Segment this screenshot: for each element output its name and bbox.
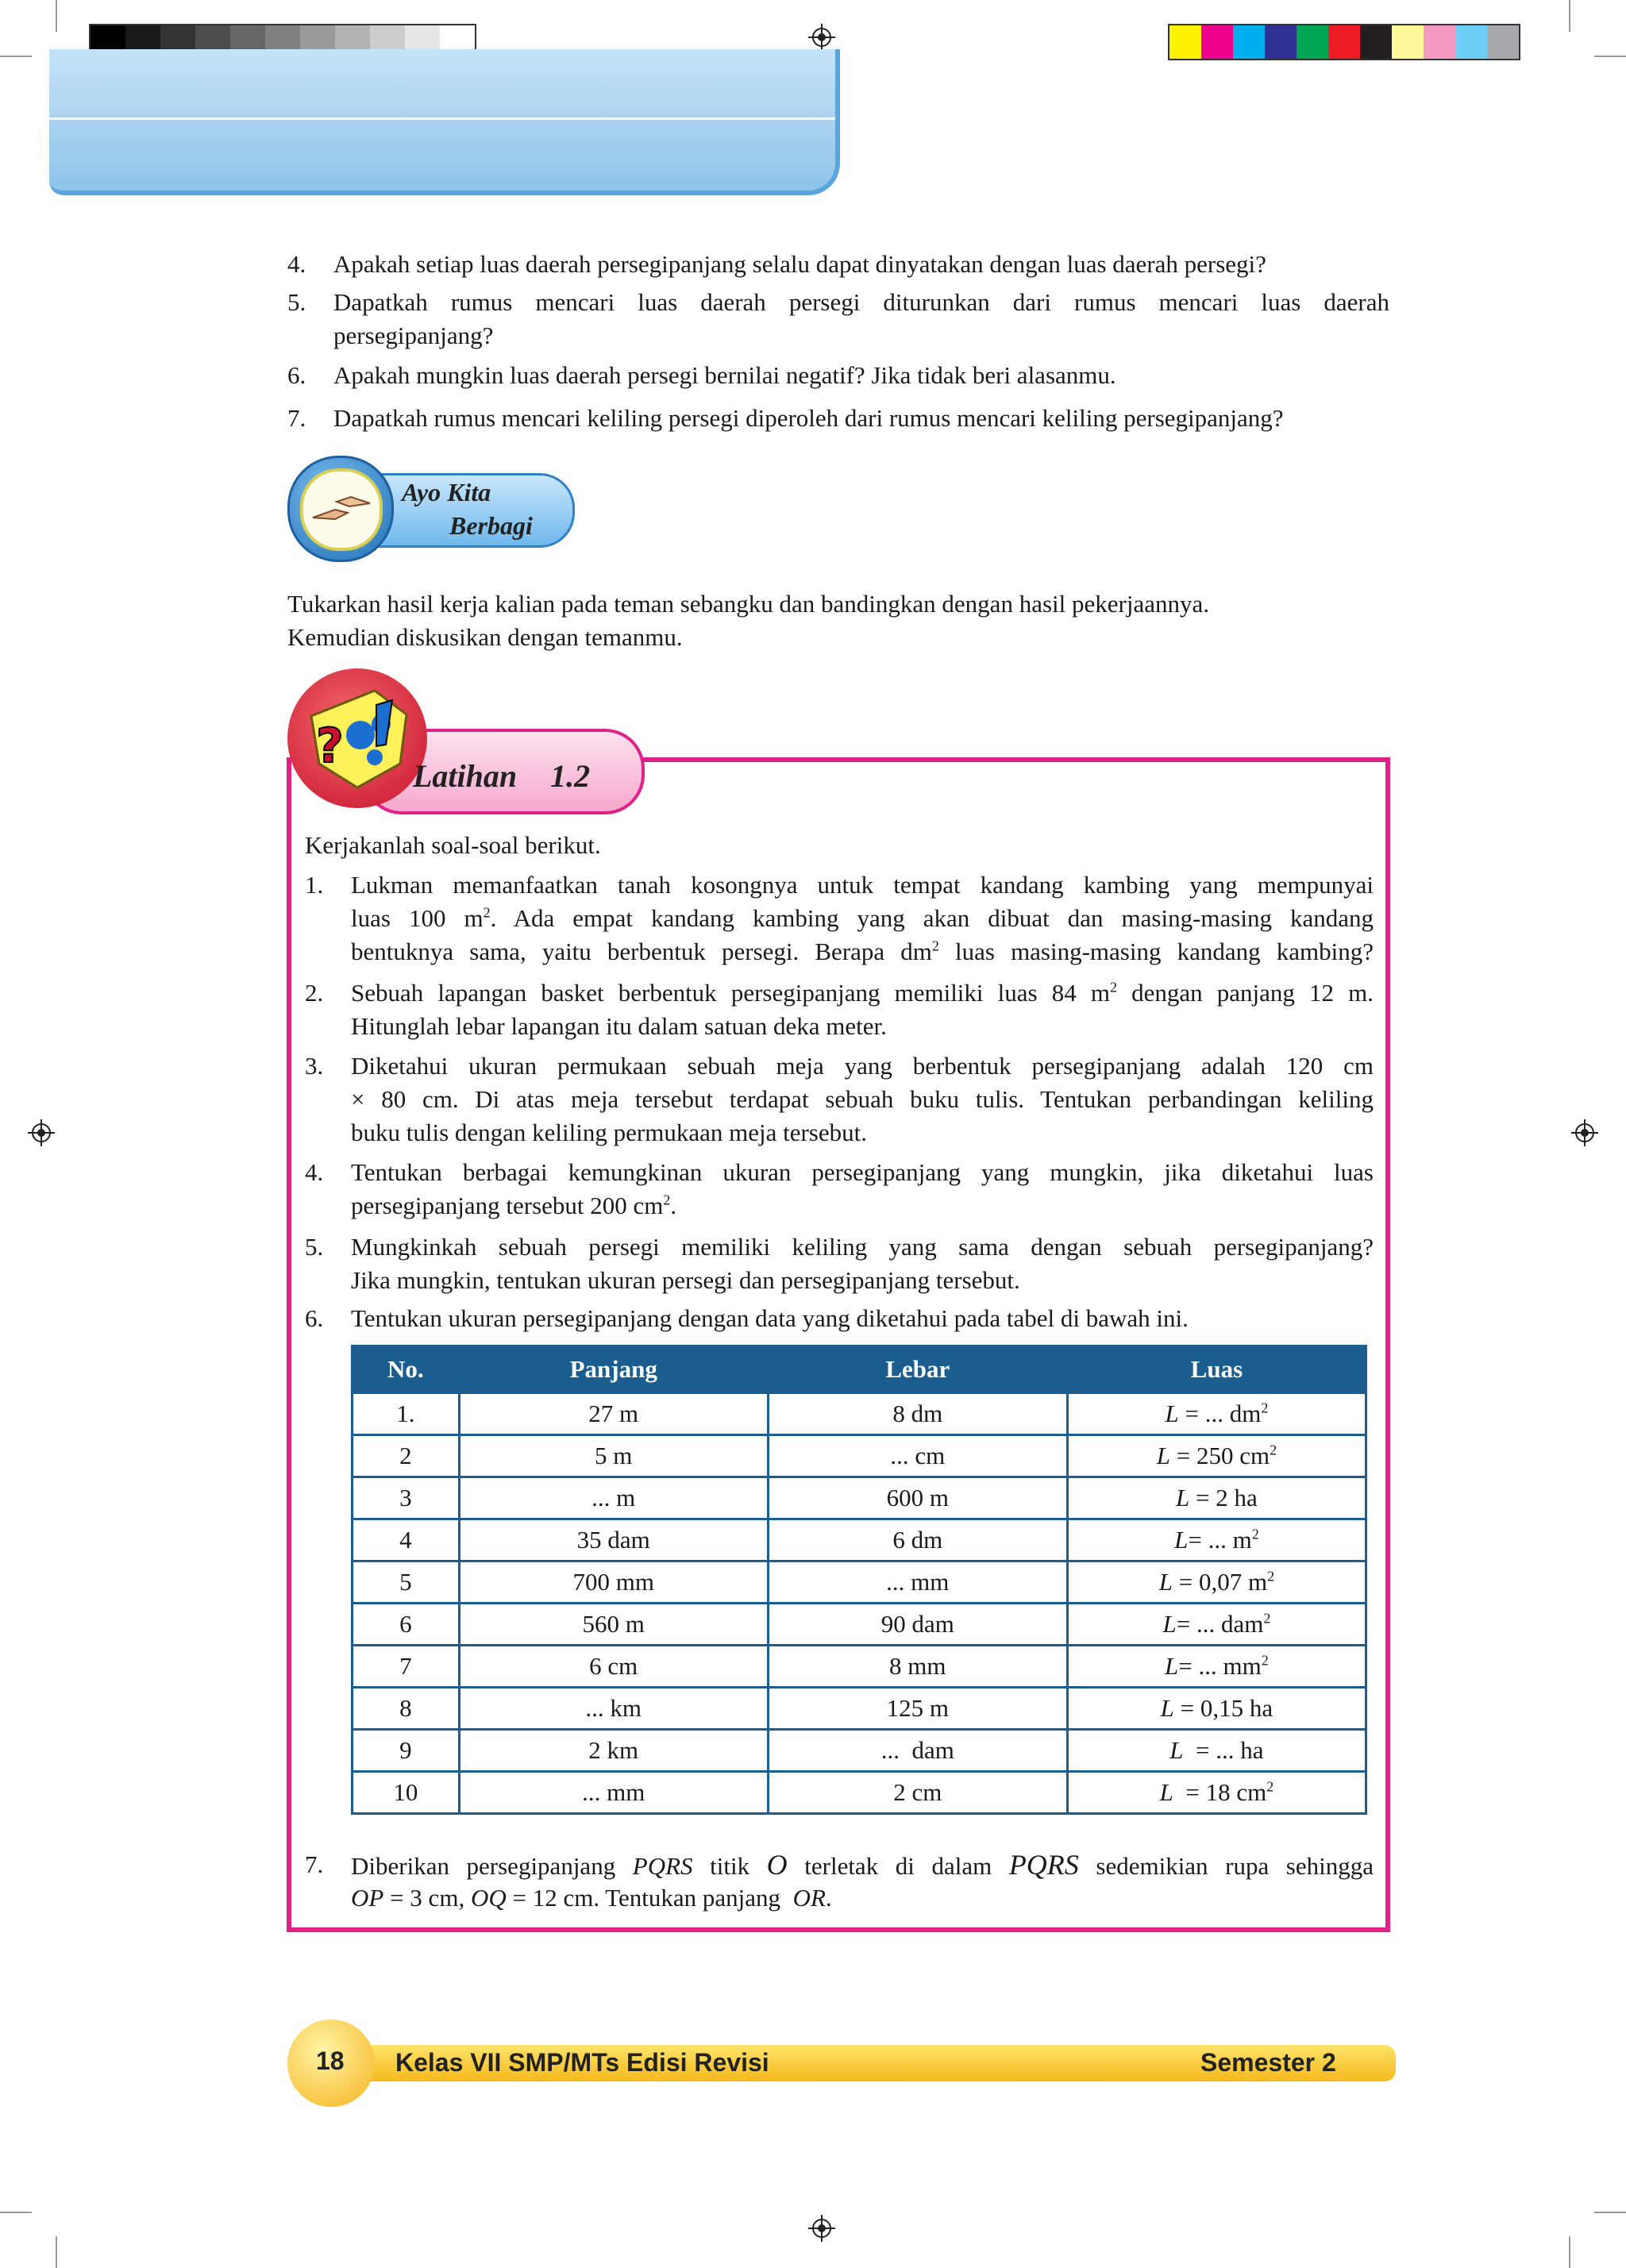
latihan-question-5: 5. Mungkinkah sebuah persegi memiliki keliling yang sama dengan sebuah persegipanjang? Jika mungkin, tentukan ukuran persegi dan persegipanjang tersebut. [305,1233,1374,1294]
latihan-question-1: 1. Lukman memanfaatkan tanah kosongnya untuk tempat kandang kambing yang mempunyai luas 100 $m^2$. Ada empat kandang kambing yang akan dibuat dan masing-masing kandang bentuknya sama, yaitu berbentuk persegi. Berapa $dm^2$ luas masing-masing kandang kambing? [305,871,1374,965]
latihan-intro: Kerjakanlah soal-soal berikut. [305,831,601,859]
question-5-text: Dapatkah rumus mencari luas daerah persegi diturunkan dari rumus mencari luas daerah [333,288,1389,316]
color-strip [1168,24,1520,60]
table-row: 1. 27 m 8 dm L = ... $dm^2$ [353,1393,1366,1435]
table-row: 5 700 mm ... mm L = 0,07 $m^2$ [353,1561,1366,1604]
size-table [351,1345,1367,1815]
question-exclamation-icon [287,668,427,808]
book-title: Kelas VII SMP/MTs Edisi Revisi [395,2048,769,2077]
header-lebar: Lebar [768,1346,1067,1393]
crop-mark [0,56,32,57]
table-row: 2 5 m ... cm L = 250 $cm^2$ [353,1435,1366,1477]
question-4: 4. Apakah setiap luas daerah persegipanjang selalu dapat dinyatakan dengan luas daerah persegi? [287,248,1391,281]
crop-mark [56,2236,57,2268]
question-5: 5. Dapatkah rumus mencari luas daerah persegi diturunkan dari rumus mencari luas daerah persegipanjang? [287,286,1391,352]
latihan-question-7: 7. Diberikan persegipanjang PQRS titik O terletak di dalam PQRS sedemikian rupa sehingga OP = 3 cm, OQ = 12 cm. Tentukan panjang OR. [305,1849,1374,1912]
page-number: 18 [316,2047,345,2075]
crop-mark [1569,2236,1570,2268]
share-text-line1: Tukarkan hasil kerja kalian pada teman sebangku dan bandingkan dengan hasil pekerjaannya. [287,590,1209,618]
table-row: 10 ... mm 2 cm L = 18 $cm^2$ [353,1772,1366,1814]
question-7: 7. Dapatkah rumus mencari keliling persegi diperoleh dari rumus mencari keliling persegipanjang? [287,402,1391,435]
ayo-title-line2: Berbagi [449,511,533,540]
share-text-line2: Kemudian diskusikan dengan temanmu. [287,623,683,651]
crop-mark [1569,0,1570,32]
table-row: 7 6 cm 8 mm L= ... $mm^2$ [353,1646,1366,1688]
latihan-title: Latihan 1.2 [413,758,591,794]
registration-mark-icon [808,2215,835,2242]
semester-label: Semester 2 [1200,2048,1336,2077]
ayo-title-line1: Ayo Kita [402,478,491,506]
header-panjang: Panjang [459,1346,768,1393]
question-7-text: Dapatkah rumus mencari keliling persegi diperoleh dari rumus mencari keliling persegipanjang? [333,404,1284,432]
crop-mark [56,0,57,32]
table-row: 6 560 m 90 dam L= ... dam$^2$ [353,1604,1366,1646]
registration-mark-icon [28,1119,55,1146]
registration-mark-icon [1571,1119,1598,1146]
svg-text:?: ? [316,718,344,774]
question-5-text-cont: persegipanjang? [333,322,494,349]
latihan-question-6: 6. Tentukan ukuran persegipanjang dengan data yang diketahui pada tabel di bawah ini. [305,1304,1189,1332]
crop-mark [1594,56,1626,57]
registration-mark-icon [808,24,835,51]
header-banner-stripe [49,117,835,120]
table-row: 4 35 dam 6 dm L= ... $m^2$ [353,1519,1366,1561]
table-row: 9 2 km ... dam L = ... ha [353,1730,1366,1772]
header-banner [49,49,840,195]
table-header-row [353,1346,1366,1393]
crop-mark [1594,2212,1626,2213]
latihan-question-2: 2. Sebuah lapangan basket berbentuk persegipanjang memiliki luas 84 $m^2$ dengan panjang 12 m. Hitunglah lebar lapangan itu dalam satuan deka meter. [305,979,1374,1040]
latihan-question-4: 4. Tentukan berbagai kemungkinan ukuran persegipanjang yang mungkin, jika diketahui luas persegipanjang tersebut 200 $cm^2$. [305,1158,1374,1219]
question-6: 6. Apakah mungkin luas daerah persegi bernilai negatif? Jika tidak beri alasanmu. [287,359,1391,392]
table-row: 8 ... km 125 m L = 0,15 ha [353,1688,1366,1730]
question-4-text: Apakah setiap luas daerah persegipanjang selalu dapat dinyatakan dengan luas daerah persegi? [333,250,1266,278]
question-6-text: Apakah mungkin luas daerah persegi bernilai negatif? Jika tidak beri alasanmu. [333,361,1116,389]
crop-mark [0,2212,32,2213]
handshake-icon [300,468,383,551]
header-luas: Luas [1067,1346,1366,1393]
latihan-question-3: 3. Diketahui ukuran permukaan sebuah meja yang berbentuk persegipanjang adalah 120 cm × 80 cm. Di atas meja tersebut terdapat sebuah buku tulis. Tentukan perbandingan keliling buku tulis dengan keliling permukaan meja tersebut. [305,1052,1374,1146]
header-no: No. [353,1346,460,1393]
table-row: 3 ... m 600 m L = 2 ha [353,1477,1366,1519]
